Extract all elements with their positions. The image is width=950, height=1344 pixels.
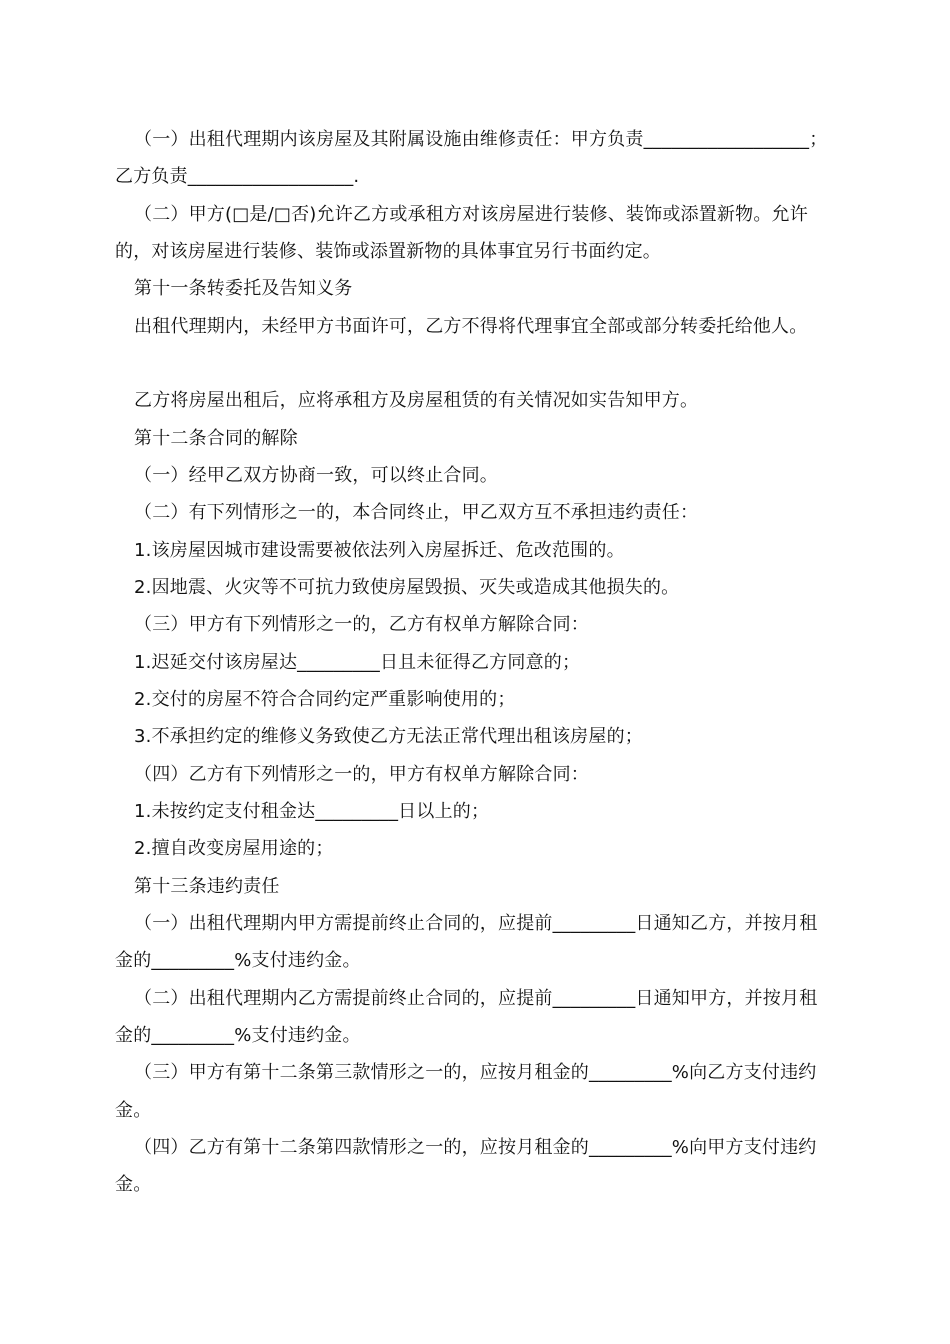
clause-12-3-item-1: 1.迟延交付该房屋达_________日且未征得乙方同意的； (134, 652, 581, 673)
article-12-heading: 第十二条合同的解除 (134, 428, 298, 449)
clause-13-4-line-1: （四）乙方有第十二条第四款情形之一的，应按月租金的_________%向甲方支付违约 (134, 1137, 817, 1158)
article-11-heading: 第十一条转委托及告知义务 (134, 278, 353, 299)
clause-10-2-line-1: （二）甲方(□是/□否)允许乙方或承租方对该房屋进行装修、装饰或添置新物。允许 (134, 204, 808, 225)
clause-13-4-line-2: 金。 (115, 1174, 152, 1195)
clause-12-4-item-1: 1.未按约定支付租金达_________日以上的； (134, 801, 490, 822)
clause-13-2-line-2: 金的_________%支付违约金。 (115, 1025, 361, 1046)
clause-12-3-item-2: 2.交付的房屋不符合合同约定严重影响使用的； (134, 689, 516, 710)
clause-13-2-line-1: （二）出租代理期内乙方需提前终止合同的，应提前_________日通知甲方，并按月租 (134, 988, 818, 1009)
clause-12-4-item-2: 2.擅自改变房屋用途的； (134, 838, 334, 859)
clause-13-3-line-1: （三）甲方有第十二条第三款情形之一的，应按月租金的_________%向乙方支付违约 (134, 1062, 817, 1083)
clause-13-1-line-1: （一）出租代理期内甲方需提前终止合同的，应提前_________日通知乙方，并按月租 (134, 913, 818, 934)
clause-12-2-item-2: 2.因地震、火灾等不可抗力致使房屋毁损、灭失或造成其他损失的。 (134, 577, 680, 598)
clause-12-4: （四）乙方有下列情形之一的，甲方有权单方解除合同： (134, 764, 589, 785)
clause-12-2-item-1: 1.该房屋因城市建设需要被依法列入房屋拆迁、危改范围的。 (134, 540, 625, 561)
clause-10-2-line-2: 的，对该房屋进行装修、装饰或添置新物的具体事宜另行书面约定。 (115, 241, 661, 262)
clause-12-3-item-3: 3.不承担约定的维修义务致使乙方无法正常代理出租该房屋的； (134, 726, 643, 747)
clause-10-1-line-1: （一）出租代理期内该房屋及其附属设施由维修责任：甲方负责__________________； (134, 129, 828, 150)
clause-13-1-line-2: 金的_________%支付违约金。 (115, 950, 361, 971)
clause-10-1-line-2: 乙方负责__________________. (115, 166, 360, 187)
clause-12-3: （三）甲方有下列情形之一的，乙方有权单方解除合同： (134, 614, 589, 635)
article-11-paragraph-2: 乙方将房屋出租后，应将承租方及房屋租赁的有关情况如实告知甲方。 (134, 390, 699, 411)
article-11-paragraph-1: 出租代理期内，未经甲方书面许可，乙方不得将代理事宜全部或部分转委托给他人。 (134, 316, 808, 337)
clause-13-3-line-2: 金。 (115, 1100, 152, 1121)
clause-12-2: （二）有下列情形之一的，本合同终止，甲乙双方互不承担违约责任： (134, 502, 699, 523)
clause-12-1: （一）经甲乙双方协商一致，可以终止合同。 (134, 465, 498, 486)
article-13-heading: 第十三条违约责任 (134, 876, 280, 897)
